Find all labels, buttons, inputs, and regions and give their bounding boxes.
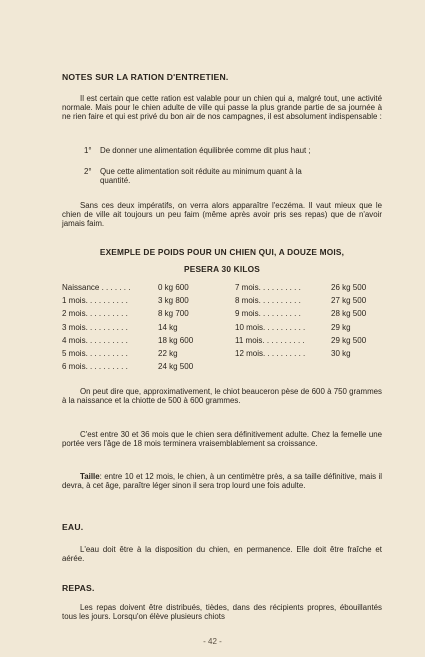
weight-row-label: 12 mois. . . . . . . . . . xyxy=(235,349,306,359)
weight-row xyxy=(62,307,218,320)
weight-row-label: 4 mois. . . . . . . . . . xyxy=(62,335,128,345)
weight-row xyxy=(235,307,391,320)
list-item-2-text: Que cette alimentation soit réduite au minimum quant à la xyxy=(100,167,302,176)
weight-table-left xyxy=(62,281,218,373)
paragraph-eau-text: L'eau doit être à la disposition du chien, en permanence. Elle doit être fraîche et aérée. xyxy=(62,545,382,564)
paragraph-chiot-weight xyxy=(62,387,382,405)
weight-row-value: 30 kg xyxy=(331,349,351,359)
page-number: - 42 - xyxy=(203,637,222,646)
list-item-1 xyxy=(84,146,382,155)
weight-row-label: 8 mois. . . . . . . . . . xyxy=(235,296,301,306)
weight-table-right xyxy=(235,281,391,360)
paragraph-eczema xyxy=(62,201,382,229)
weight-row xyxy=(62,334,218,347)
paragraph-taille xyxy=(62,472,382,490)
weight-row xyxy=(62,321,218,334)
weight-row-label: 1 mois. . . . . . . . . . xyxy=(62,296,128,306)
weight-row-label: 7 mois. . . . . . . . . . xyxy=(235,283,301,292)
section-heading-ration: NOTES SUR LA RATION D'ENTRETIEN. xyxy=(62,72,229,82)
paragraph-taille-text: : entre 10 et 12 mois, le chien, à un centimètre près, a sa taille définitive, mais il devra, à cet âge, paraître léger sinon il sera trop lourd une fois adulte. xyxy=(62,472,382,491)
weight-row-label: 6 mois. . . . . . . . . . xyxy=(62,362,128,372)
weight-row-value: 24 kg 500 xyxy=(158,362,194,372)
weight-row-label: 3 mois. . . . . . . . . . xyxy=(62,322,128,332)
weight-row-value: 18 kg 600 xyxy=(158,335,194,345)
weight-row-value: 29 kg 500 xyxy=(331,335,367,345)
paragraph-ration-intro-text: Il est certain que cette ration est valable pour un chien qui a, malgré tout, une activité normale. Mais pour le chien adulte de ville qui passe la plus grande partie de sa journée à ne rien faire et qui est privé du bon air de nos campagnes, il est absolument indispensable : xyxy=(62,94,382,122)
taille-keyword: Taille xyxy=(80,472,100,481)
weight-row-label: 5 mois. . . . . . . . . . xyxy=(62,349,128,359)
weight-row-value: 0 kg 600 xyxy=(158,283,189,292)
weight-row xyxy=(62,281,218,294)
weight-row xyxy=(235,281,391,294)
section-heading-repas: REPAS. xyxy=(62,583,95,593)
weight-row-label: 10 mois. . . . . . . . . . xyxy=(235,322,306,332)
weight-row-value: 3 kg 800 xyxy=(158,296,189,306)
weight-row xyxy=(62,347,218,360)
weight-row-value: 8 kg 700 xyxy=(158,309,189,319)
paragraph-eau xyxy=(62,545,382,563)
weight-row-label: 9 mois. . . . . . . . . . xyxy=(235,309,301,319)
weight-row-label: 11 mois. . . . . . . . . . xyxy=(235,335,305,345)
weight-row xyxy=(235,334,391,347)
list-item-1-number: 1° xyxy=(84,146,92,155)
weight-example-title: EXEMPLE DE POIDS POUR UN CHIEN QUI, A DOUZE MOIS, xyxy=(99,247,345,257)
weight-row xyxy=(235,321,391,334)
section-heading-eau: EAU. xyxy=(62,522,84,532)
paragraph-repas xyxy=(62,603,382,621)
weight-row-value: 27 kg 500 xyxy=(331,296,367,306)
weight-row-value: 28 kg 500 xyxy=(331,309,367,319)
list-item-2 xyxy=(84,167,382,185)
weight-row xyxy=(62,294,218,307)
weight-row xyxy=(235,294,391,307)
weight-row xyxy=(62,360,218,373)
weight-row-label: 2 mois. . . . . . . . . . xyxy=(62,309,128,319)
weight-row-value: 26 kg 500 xyxy=(331,283,367,292)
weight-row-value: 14 kg xyxy=(158,322,178,332)
list-item-1-text: De donner une alimentation équilibrée comme dit plus haut ; xyxy=(100,146,311,155)
list-item-2-number: 2° xyxy=(84,167,92,176)
paragraph-adulte-text: C'est entre 30 et 36 mois que le chien sera définitivement adulte. Chez la femelle une portée vers l'âge de 18 mois terminera vraisemblablement sa croissance. xyxy=(62,430,382,449)
weight-example-subtitle: PESERA 30 KILOS xyxy=(183,264,260,274)
weight-row-label: Naissance . . . . . . . xyxy=(62,283,131,292)
weight-row-value: 22 kg xyxy=(158,349,178,359)
weight-row-value: 29 kg xyxy=(331,322,351,332)
weight-row xyxy=(235,347,391,360)
list-item-2-continuation: quantité. xyxy=(100,176,131,186)
paragraph-eczema-text: Sans ces deux impératifs, on verra alors apparaître l'eczéma. Il vaut mieux que le chien de ville ait toujours un peu faim (même après avoir pris ses repas) que de n'avoir jamais faim. xyxy=(62,201,382,229)
paragraph-ration-intro xyxy=(62,94,382,122)
paragraph-adulte xyxy=(62,430,382,448)
paragraph-repas-text: Les repas doivent être distribués, tièdes, dans des récipients propres, ébouillantés tous les jours. Lorsqu'on élève plusieurs chiots xyxy=(62,603,382,622)
paragraph-chiot-weight-text: On peut dire que, approximativement, le chiot beauceron pèse de 600 à 750 grammes à la naissance et la chiotte de 500 à 600 grammes. xyxy=(62,387,382,406)
